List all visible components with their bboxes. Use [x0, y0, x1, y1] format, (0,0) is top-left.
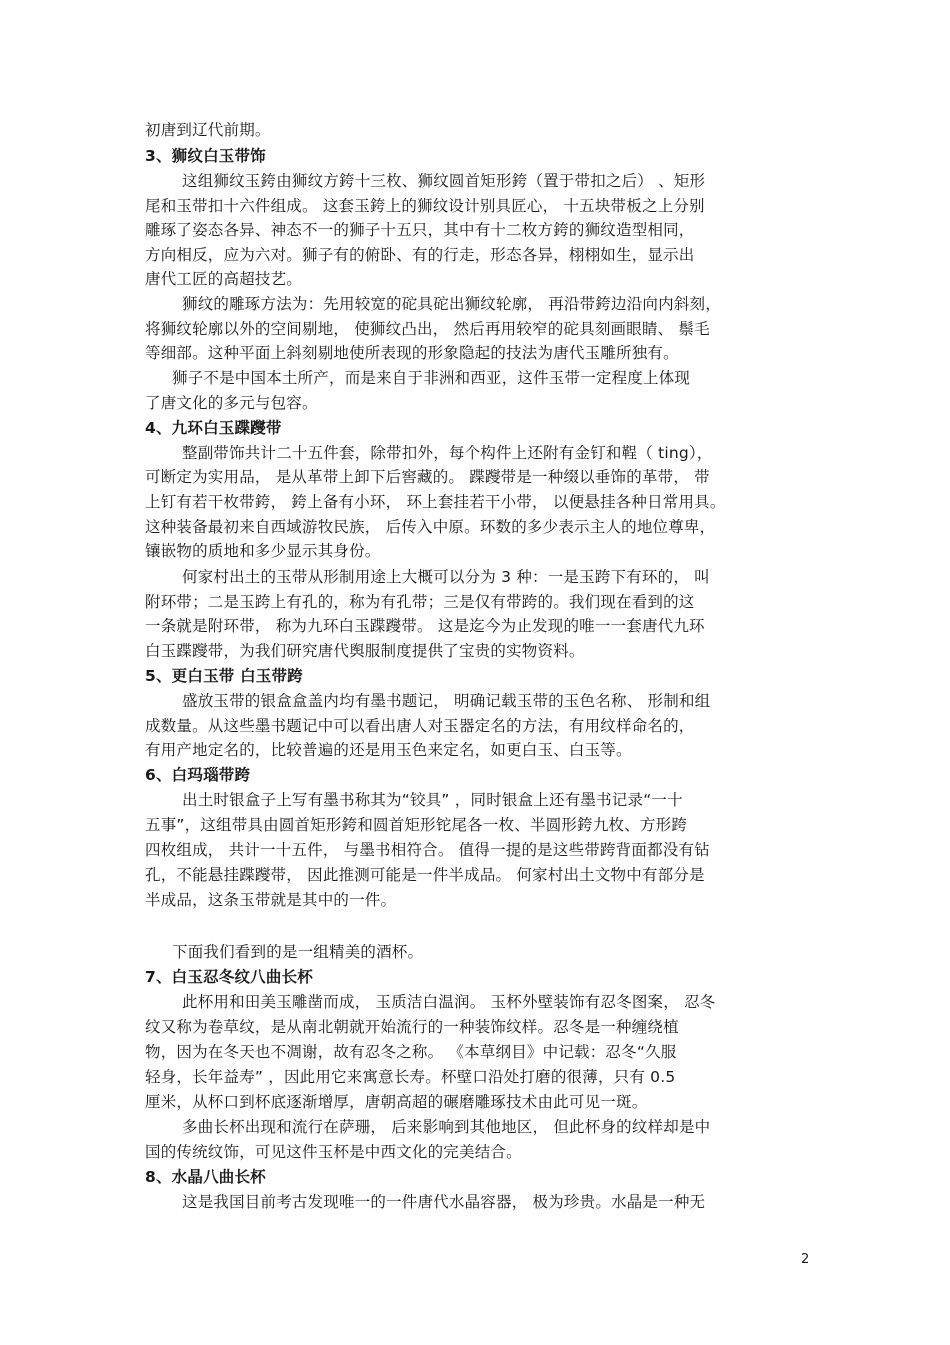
section-heading: 7、白玉忍冬纹八曲长杯: [145, 968, 313, 986]
text-line: 可断定为实用品， 是从革带上卸下后窖藏的。 蹀躞带是一种缀以垂饰的革带， 带: [145, 468, 710, 486]
text-line: 四枚组成， 共计一十五件， 与墨书相符合。 值得一提的是这些带跨背面都没有钻: [145, 841, 710, 859]
text-line: 这组狮纹玉銙由狮纹方銙十三枚、狮纹圆首矩形銙（置于带扣之后） 、矩形: [182, 172, 706, 190]
section-heading: 4、九环白玉蹀躞带: [145, 419, 282, 437]
section-heading: 8、水晶八曲长杯: [145, 1168, 266, 1186]
text-line: 下面我们看到的是一组精美的酒杯。: [172, 943, 424, 961]
text-line: 盛放玉带的银盒盒盖内均有墨书题记， 明确记载玉带的玉色名称、 形制和组: [182, 692, 711, 710]
section-heading: 6、白玛瑙带跨: [145, 766, 251, 784]
text-line: 等细部。这种平面上斜刻剔地使所表现的形象隐起的技法为唐代玉雕所独有。: [145, 344, 679, 362]
section-heading: 3、狮纹白玉带饰: [145, 147, 266, 165]
text-line: 了唐文化的多元与包容。: [145, 394, 318, 412]
text-line: 方向相反，应为六对。狮子有的俯卧、有的行走，形态各异，栩栩如生，显示出: [145, 246, 695, 264]
text-line: 尾和玉带扣十六件组成。 这套玉銙上的狮纹设计别具匠心， 十五块带板之上分别: [145, 197, 705, 215]
text-line: 多曲长杯出现和流行在萨珊， 后来影响到其他地区， 但此杯身的纹样却是中: [182, 1118, 711, 1136]
text-line: 唐代工匠的高超技艺。: [145, 270, 303, 288]
text-line: 上钉有若干枚带銙， 銙上备有小环， 环上套挂若干小带， 以便悬挂各种日常用具。: [145, 493, 726, 511]
text-line: 白玉蹀躞带，为我们研究唐代舆服制度提供了宝贵的实物资料。: [145, 642, 585, 660]
text-line: 狮子不是中国本土所产，而是来自于非洲和西亚，这件玉带一定程度上体现: [172, 369, 691, 387]
text-line: 这种装备最初来自西域游牧民族， 后传入中原。环数的多少表示主人的地位尊卑，: [145, 518, 716, 536]
text-line: 将狮纹轮廓以外的空间剔地， 使狮纹凸出， 然后再用较窄的砣具刻画眼睛、 鬃毛: [145, 320, 710, 338]
text-line: 狮纹的雕琢方法为：先用较宽的砣具砣出狮纹轮廓， 再沿带銙边沿向内斜刻，: [182, 295, 721, 313]
text-line: 何家村出土的玉带从形制用途上大概可以分为 3 种：一是玉跨下有环的， 叫: [182, 568, 710, 586]
text-line: 孔，不能悬挂蹀躞带， 因此推测可能是一件半成品。 何家村出土文物中有部分是: [145, 866, 705, 884]
text-line: 附环带；二是玉跨上有孔的，称为有孔带；三是仅有带跨的。我们现在看到的这: [145, 593, 695, 611]
text-line: 初唐到辽代前期。: [145, 121, 271, 139]
text-line: 出土时银盒子上写有墨书称其为“铰具” ，同时银盒上还有墨书记录“一十: [182, 791, 683, 809]
text-line: 成数量。从这些墨书题记中可以看出唐人对玉器定名的方法，有用纹样命名的，: [145, 717, 695, 735]
text-line: 有用产地定名的，比较普遍的还是用玉色来定名，如更白玉、白玉等。: [145, 741, 632, 759]
text-line: 雕琢了姿态各异、神态不一的狮子十五只，其中有十二枚方銙的狮纹造型相同，: [145, 221, 695, 239]
text-line: 此杯用和田美玉雕凿而成， 玉质洁白温润。 玉杯外壁装饰有忍冬图案， 忍冬: [182, 993, 716, 1011]
text-line: 半成品，这条玉带就是其中的一件。: [145, 891, 397, 909]
text-line: 整副带饰共计二十五件套，除带扣外，每个构件上还附有金钉和鞓（ ting），: [182, 444, 713, 462]
text-line: 厘米，从杯口到杯底逐渐增厚，唐朝高超的碾磨雕琢技术由此可见一斑。: [145, 1093, 648, 1111]
text-line: 轻身，长年益寿” ，因此用它来寓意长寿。杯壁口沿处打磨的很薄，只有 0.5: [145, 1068, 676, 1086]
text-line: 镶嵌物的质地和多少显示其身份。: [145, 542, 381, 560]
text-line: 五事”，这组带具由圆首矩形銙和圆首矩形铊尾各一枚、半圆形銙九枚、方形跨: [145, 816, 688, 834]
text-line: 纹又称为卷草纹，是从南北朝就开始流行的一种装饰纹样。忍冬是一种缠绕植: [145, 1018, 679, 1036]
section-heading: 5、更白玉带 白玉带跨: [145, 667, 303, 685]
text-line: 这是我国目前考古发现唯一的一件唐代水晶容器， 极为珍贵。水晶是一种无: [182, 1193, 706, 1211]
text-line: 国的传统纹饰，可见这件玉杯是中西文化的完美结合。: [145, 1143, 522, 1161]
text-line: 物，因为在冬天也不凋谢，故有忍冬之称。 《本草纲目》中记载：忍冬“久服: [145, 1043, 677, 1061]
page-number: 2: [801, 1252, 810, 1267]
text-line: 一条就是附环带， 称为九环白玉蹀躞带。 这是迄今为止发现的唯一一套唐代九环: [145, 617, 705, 635]
